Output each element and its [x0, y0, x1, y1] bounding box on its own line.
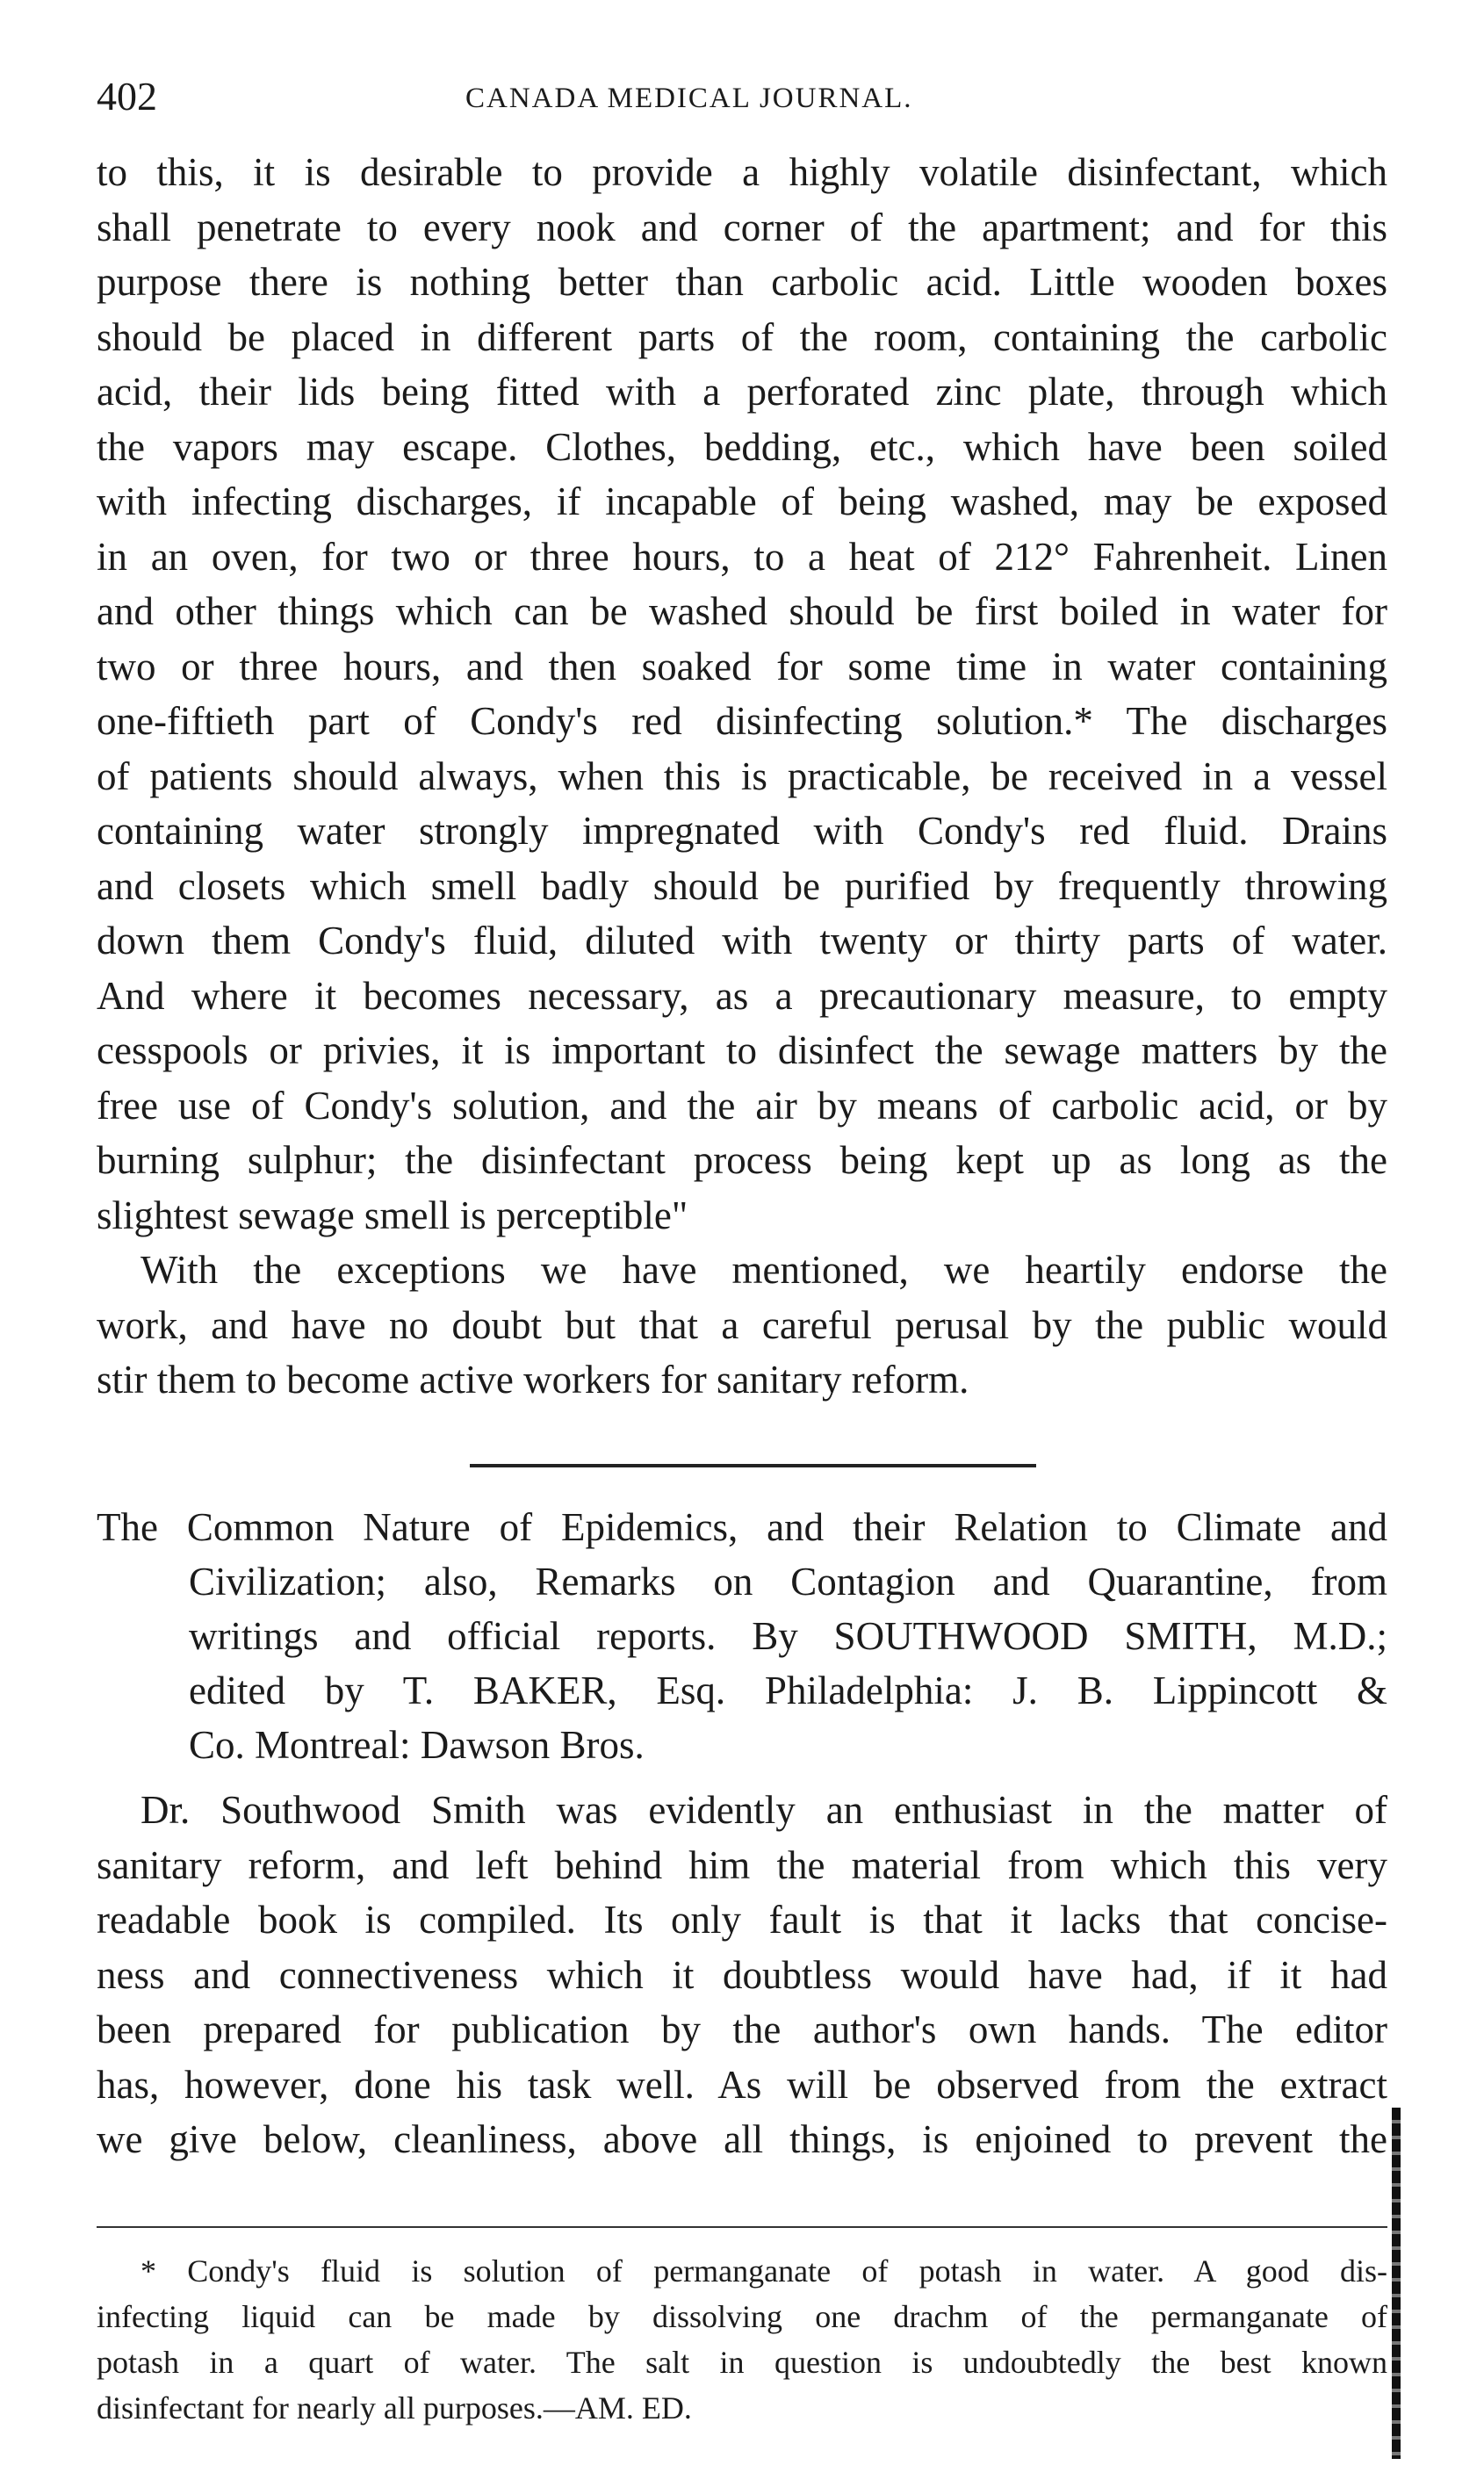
- body-line: the vapors may escape. Clothes, bedding, etc., which have been soiled: [97, 424, 1387, 469]
- body-line: cesspools or privies, it is important to disinfect the sewage matters by the: [97, 1028, 1387, 1072]
- body-line: burning sulphur; the disinfectant process being kept up as long as the: [97, 1138, 1387, 1182]
- review-title-line: Civilization; also, Remarks on Contagion and Quarantine, from: [189, 1560, 1387, 1604]
- review-body-line: sanitary reform, and left behind him the material from which this very: [97, 1842, 1387, 1887]
- review-body-line: Dr. Southwood Smith was evidently an enthusiast in the matter of: [140, 1788, 1387, 1832]
- review-title-line: writings and official reports. By SOUTHWOOD SMITH, M.D.;: [189, 1614, 1387, 1658]
- body-line: one-fiftieth part of Condy's red disinfecting solution.* The discharges: [97, 699, 1387, 743]
- article-body: [97, 145, 1387, 1408]
- body-line: shall penetrate to every nook and corner of the apartment; and for this: [97, 205, 1387, 249]
- body-line: work, and have no doubt but that a careful perusal by the public would: [97, 1302, 1387, 1347]
- review-title-line: Co. Montreal: Dawson Bros.: [189, 1723, 645, 1767]
- page-number: 402: [97, 74, 157, 119]
- review-body: [97, 1783, 1387, 2167]
- body-line: two or three hours, and then soaked for some time in water containing: [97, 644, 1387, 688]
- footnote-rule: [97, 2226, 1387, 2228]
- body-line: With the exceptions we have mentioned, we heartily endorse the: [140, 1248, 1387, 1292]
- review-body-line: has, however, done his task well. As will be observed from the extract: [97, 2062, 1387, 2107]
- body-line: purpose there is nothing better than carbolic acid. Little wooden boxes: [97, 260, 1387, 304]
- review-body-line: ness and connectiveness which it doubtless would have had, if it had: [97, 1952, 1387, 1997]
- body-line: of patients should always, when this is practicable, be received in a vessel: [97, 753, 1387, 798]
- body-line: And where it becomes necessary, as a precautionary measure, to empty: [97, 973, 1387, 1018]
- body-line: should be placed in different parts of the room, containing the carbolic: [97, 314, 1387, 359]
- review-title-line: The Common Nature of Epidemics, and their Relation to Climate and: [97, 1505, 1387, 1549]
- body-line: to this, it is desirable to provide a highly volatile disinfectant, which: [97, 150, 1387, 194]
- footnote-line: disinfectant for nearly all purposes.—AM. ED.: [97, 2390, 692, 2426]
- page-header: [97, 72, 1387, 125]
- scan-edge-mark: [1392, 2108, 1401, 2459]
- footnote-line: potash in a quart of water. The salt in question is undoubtedly the best known: [97, 2345, 1387, 2380]
- body-line: and closets which smell badly should be purified by frequently throwing: [97, 863, 1387, 908]
- footnote-line: infecting liquid can be made by dissolving one drachm of the permanganate of: [97, 2299, 1387, 2334]
- body-line: and other things which can be washed should be first boiled in water for: [97, 589, 1387, 633]
- body-line: with infecting discharges, if incapable of being washed, may be exposed: [97, 479, 1387, 523]
- review-body-line: been prepared for publication by the author's own hands. The editor: [97, 2008, 1387, 2051]
- review-title-line: edited by T. BAKER, Esq. Philadelphia: J. B. Lippincott &: [189, 1669, 1387, 1712]
- footnote-line: * Condy's fluid is solution of permanganate of potash in water. A good dis-: [140, 2253, 1387, 2289]
- section-divider: [470, 1464, 1036, 1467]
- body-line: free use of Condy's solution, and the air by means of carbolic acid, or by: [97, 1083, 1387, 1128]
- body-line: slightest sewage smell is perceptible": [97, 1193, 688, 1237]
- running-head: CANADA MEDICAL JOURNAL.: [465, 83, 913, 114]
- review-heading: [97, 1500, 1387, 1772]
- body-line: acid, their lids being fitted with a perforated zinc plate, through which: [97, 370, 1387, 414]
- review-body-line: readable book is compiled. Its only fault is that it lacks that concise-: [97, 1898, 1387, 1942]
- footnotes: [97, 2248, 1387, 2431]
- body-line: in an oven, for two or three hours, to a heat of 212° Fahrenheit. Linen: [97, 534, 1387, 579]
- body-line: down them Condy's fluid, diluted with twenty or thirty parts of water.: [97, 919, 1387, 962]
- body-line: stir them to become active workers for sanitary reform.: [97, 1358, 969, 1402]
- body-line: containing water strongly impregnated with Condy's red fluid. Drains: [97, 809, 1387, 853]
- review-body-line: we give below, cleanliness, above all things, is enjoined to prevent the: [97, 2117, 1387, 2161]
